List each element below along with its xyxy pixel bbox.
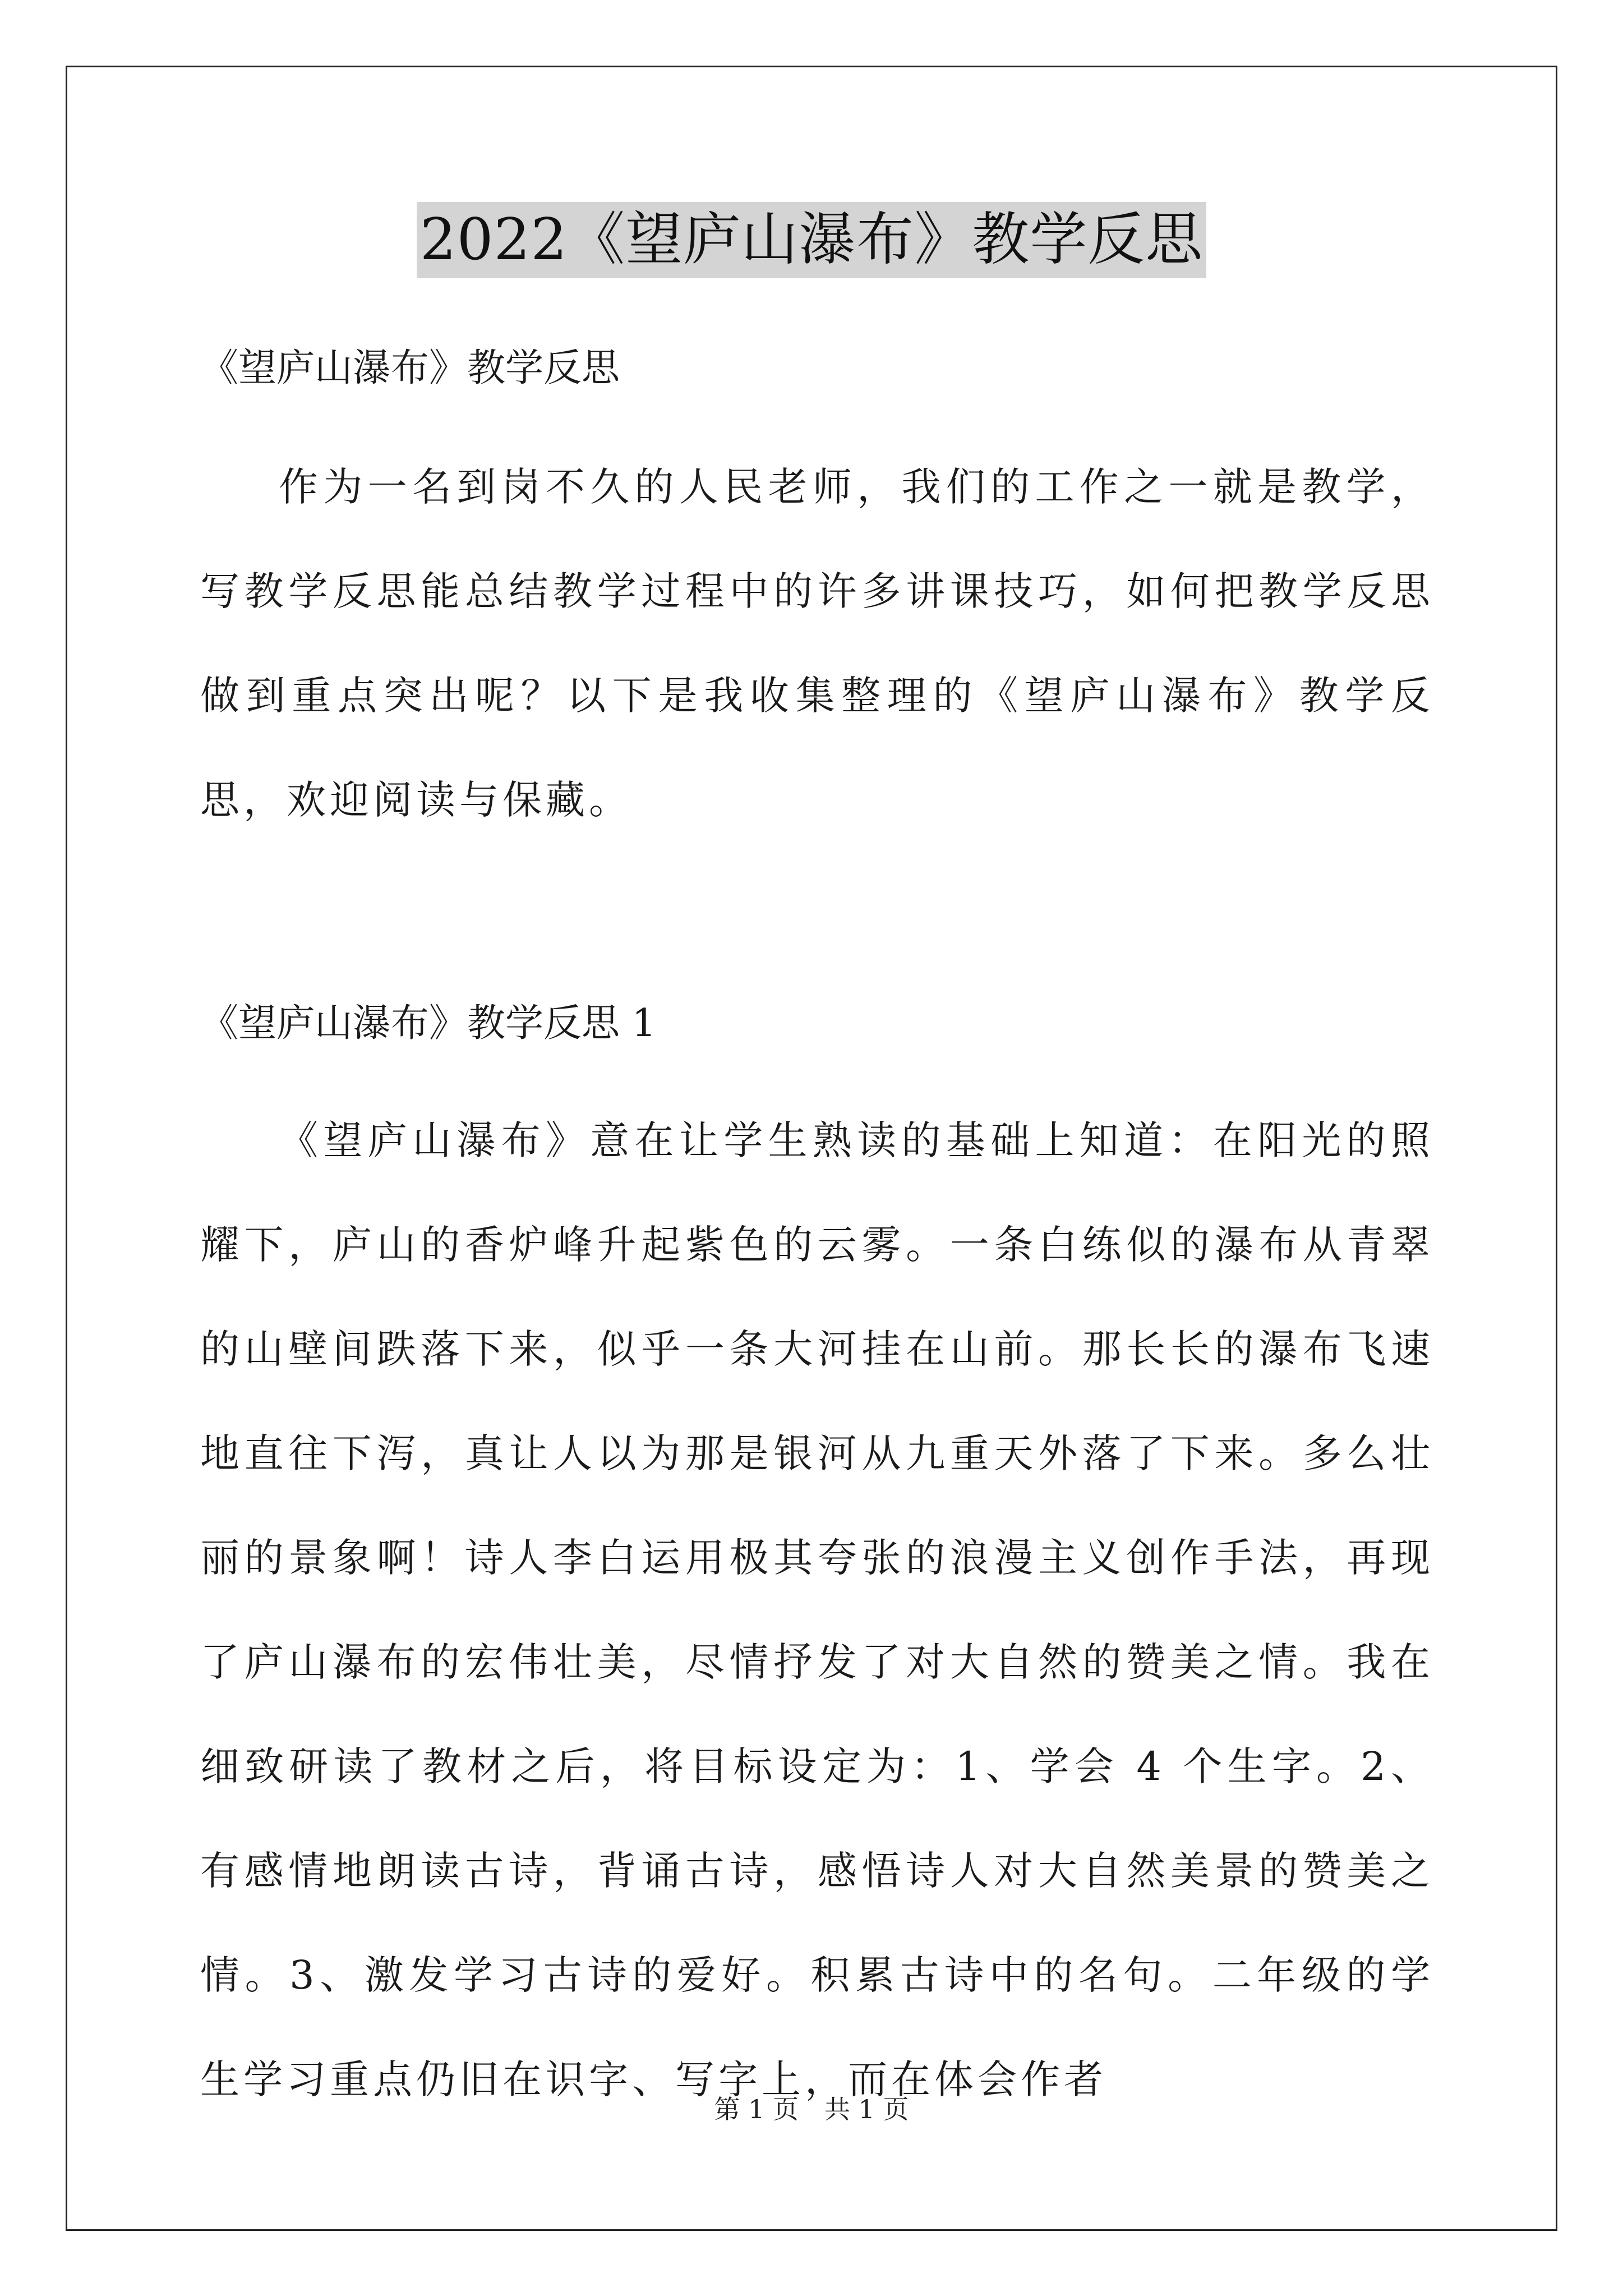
section1-paragraph: 《望庐山瀑布》意在让学生熟读的基础上知道：在阳光的照耀下，庐山的香炉峰升起紫色的云雾。一条白练似的瀑布从青翠的山壁间跌落下来，似乎一条大河挂在山前。那长长的瀑布飞速地直往下泻，真让人以为那是银河从九重天外落了下来。多么壮丽的景象啊！诗人李白运用极其夸张的浪漫主义创作手法，再现了庐山瀑布的宏伟壮美，尽情抒发了对大自然的赞美之情。我在细致研读了教材之后，将目标设定为：1、学会 4 个生字。2、有感情地朗读古诗，背诵古诗，感悟诗人对大自然美景的赞美之情。3、激发学习古诗的爱好。积累古诗中的名句。二年级的学生学习重点仍旧在识字、写字上，而在体会作者	[200, 1117, 1434, 2102]
section1-heading: 《望庐山瀑布》教学反思 1	[200, 1001, 656, 1046]
document-title: 2022《望庐山瀑布》教学反思	[417, 202, 1207, 278]
intro-heading: 《望庐山瀑布》教学反思	[200, 346, 620, 390]
intro-paragraph: 作为一名到岗不久的人民老师，我们的工作之一就是教学，写教学反思能总结教学过程中的许多讲课技巧，如何把教学反思做到重点突出呢？以下是我收集整理的《望庐山瀑布》教学反思，欢迎阅读与保藏。	[200, 464, 1434, 823]
page-footer: 第 1 页 共 1 页	[714, 2094, 909, 2124]
title-container	[0, 202, 1623, 278]
